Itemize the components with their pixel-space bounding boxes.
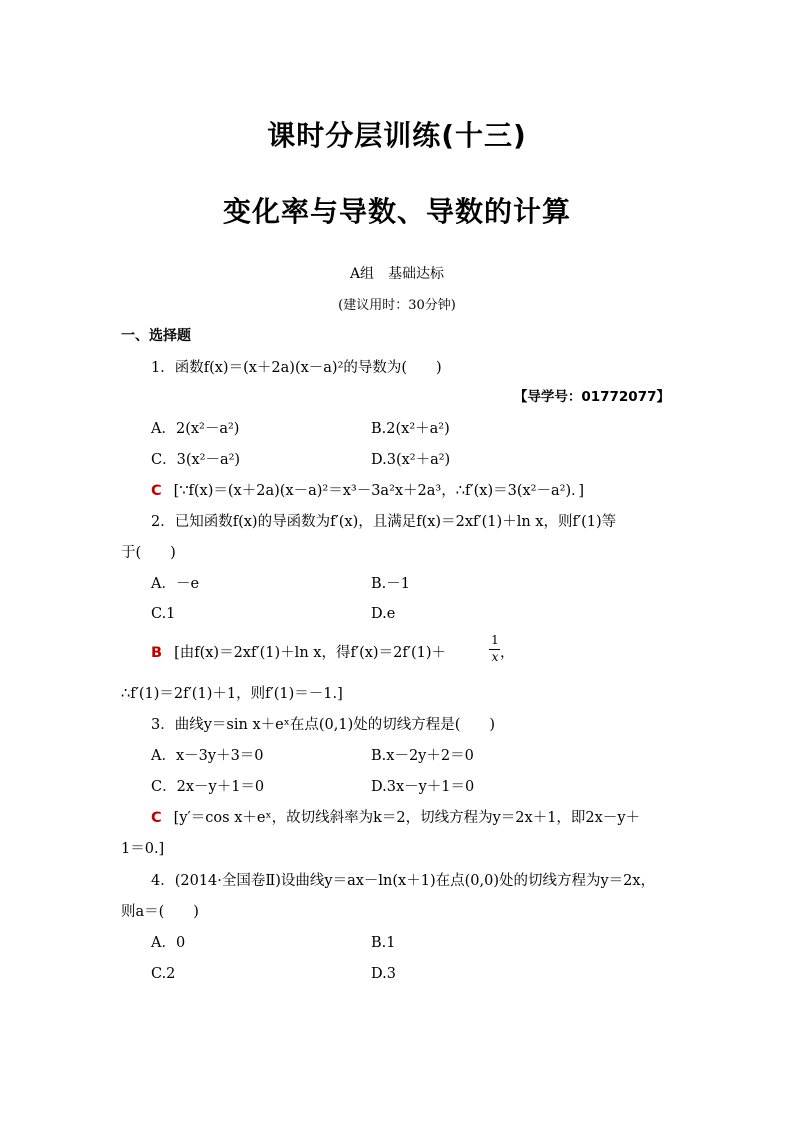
q2-option-d: D.e [371, 606, 396, 622]
question-2-stem: 2．已知函数f(x)的导函数为f′(x)，且满足f(x)＝2xf′(1)＋ln x，则f′(1)等 [151, 514, 617, 530]
q4-option-c: C.2 [151, 966, 176, 982]
q4-option-b: B.1 [371, 935, 396, 951]
guide-number: 【导学号：01772077】 [513, 389, 670, 405]
page-title: 课时分层训练(十三) [267, 119, 527, 152]
question-4-stem: 4．(2014·全国卷Ⅱ)设曲线y＝ax－ln(x＋1)在点(0,0)处的切线方程为y＝2x， [151, 873, 656, 889]
q1-answer-letter: C [151, 483, 162, 499]
q3-explanation-cont: 1＝0.] [121, 841, 165, 857]
fraction-numerator: 1 [491, 633, 499, 647]
suggested-time: (建议用时：30分钟) [338, 298, 456, 313]
q4-option-d: D.3 [371, 966, 396, 982]
q2-explanation: [由f(x)＝2xf′(1)＋ln x，得f′(x)＝2f′(1)＋ [174, 645, 447, 661]
question-2-stem-cont: 于( ) [121, 545, 176, 561]
q1-option-d: D.3(x²＋a²) [371, 452, 451, 468]
q3-explanation: [y′＝cos x＋eˣ，故切线斜率为k＝2，切线方程为y＝2x＋1，即2x－y＋ [173, 810, 641, 826]
q3-option-b: B.x－2y＋2＝0 [371, 748, 474, 764]
question-1-stem: 1．函数f(x)＝(x＋2a)(x－a)²的导数为( ) [151, 360, 442, 376]
section-heading: 一、选择题 [121, 328, 191, 344]
q1-explanation: [∵f(x)＝(x＋2a)(x－a)²＝x³－3a²x＋2a³，∴f′(x)＝3(x²－a²)．] [173, 483, 585, 499]
q2-comma: ， [500, 645, 515, 661]
q3-option-c: C．2x－y＋1＝0 [151, 779, 265, 795]
q3-answer-letter: C [151, 810, 162, 826]
q2-option-a: A．－e [151, 576, 200, 592]
q2-answer [151, 643, 446, 663]
page-subtitle: 变化率与导数、导数的计算 [222, 195, 571, 228]
q3-answer [151, 808, 640, 828]
q1-option-c: C．3(x²－a²) [151, 452, 241, 468]
q4-option-a: A．0 [151, 935, 186, 951]
q1-option-b: B.2(x²＋a²) [371, 421, 450, 437]
q2-option-b: B.－1 [371, 576, 410, 592]
group-label: A组 基础达标 [349, 266, 445, 282]
q2-option-c: C.1 [151, 606, 176, 622]
question-4-stem-cont: 则a＝( ) [121, 904, 199, 920]
q2-answer-letter: B [151, 645, 163, 661]
q3-option-d: D.3x－y＋1＝0 [371, 779, 475, 795]
q2-explanation-cont: ∴f′(1)＝2f′(1)＋1，则f′(1)＝－1.] [121, 686, 343, 702]
q1-option-a: A．2(x²－a²) [151, 421, 240, 437]
q3-option-a: A．x－3y＋3＝0 [151, 748, 264, 764]
question-3-stem: 3．曲线y＝sin x＋eˣ在点(0,1)处的切线方程是( ) [151, 717, 496, 733]
q1-answer [151, 481, 584, 501]
fraction-denominator: x [491, 650, 499, 664]
